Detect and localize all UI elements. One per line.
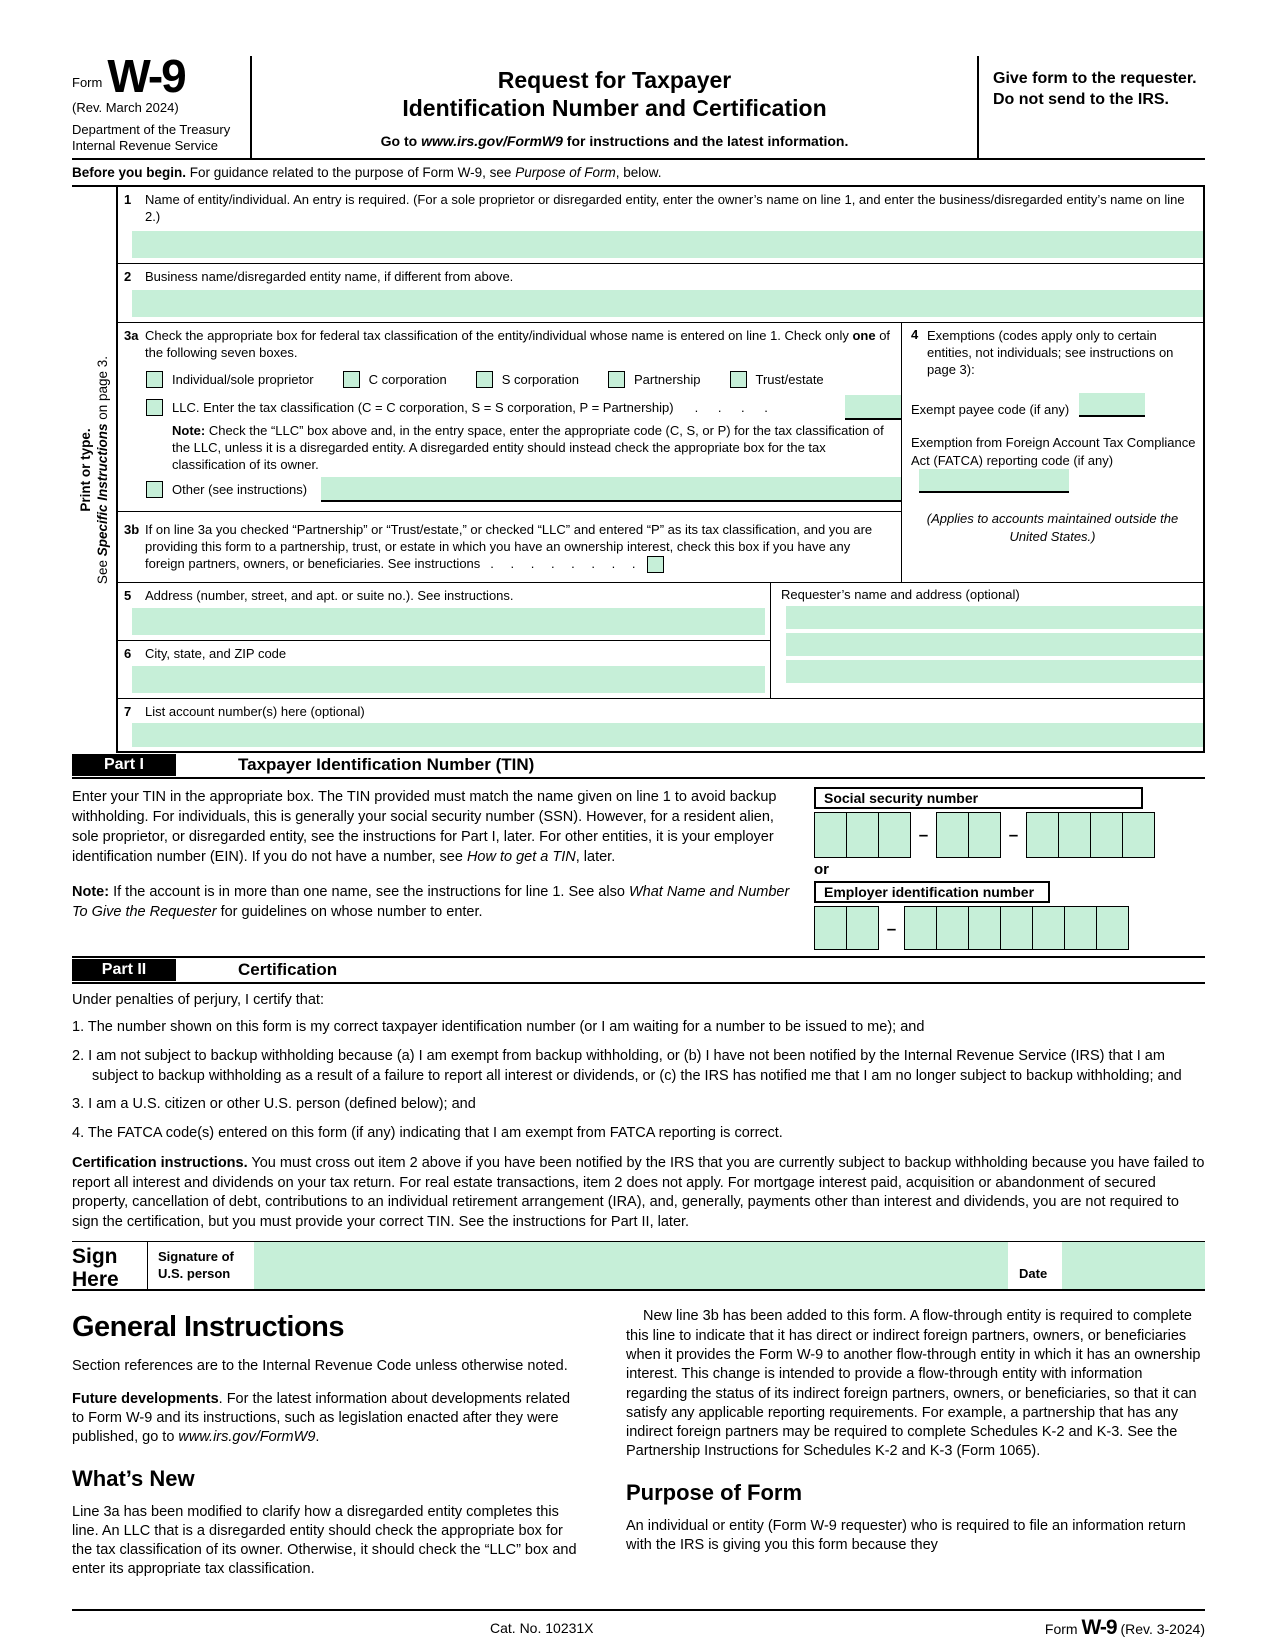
certification-item-4: 4. The FATCA code(s) entered on this form (if any) indicating that I am exempt from FATCA reporting is correct. [72, 1124, 783, 1141]
form-header [72, 50, 1205, 160]
ssn-boxes [814, 812, 1205, 858]
before-you-begin-note: Before you begin. For guidance related to the purpose of Form W-9, see Purpose of Form, below. [72, 160, 1205, 187]
line3b-section [118, 512, 901, 582]
ssn-box-7[interactable] [1058, 812, 1091, 858]
input-line2-business-name[interactable] [132, 290, 1203, 317]
part2-tag: Part II [72, 959, 176, 981]
form-w9-url-link[interactable]: www.irs.gov/FormW9 [178, 1429, 316, 1446]
line3b-label: If on line 3a you checked “Partnership” or “Trust/estate,” or checked “LLC” and entered “P” as its tax classification, and you are providing this form to a partnership, trust, or estate in which you have an ownership interest, check this box if you have any foreign partners, owners, or beneficiaries. See instructions . . . . . . . . [145, 521, 901, 573]
ssn-box-2[interactable] [846, 812, 879, 858]
give-form-notice: Give form to the requester. Do not send to the IRS. [977, 56, 1205, 158]
input-line5-address[interactable] [132, 608, 765, 635]
line2-label: Business name/disregarded entity name, if different from above. [145, 268, 514, 284]
line5-section [118, 583, 770, 641]
ein-box-4[interactable] [936, 906, 969, 950]
instructions-right-column [626, 1303, 1205, 1592]
llc-note: Note: Check the “LLC” box above and, in the entry space, enter the appropriate code (C, S, or P) for the tax classification of the LLC, unless it is a disregarded entity. A disregarded entity should instead check the appropriate box for the tax classification of its owner. [172, 423, 884, 473]
line7-number: 7 [124, 704, 132, 720]
checkbox-llc[interactable] [146, 399, 163, 416]
option-other [146, 477, 901, 502]
input-other-classification[interactable] [321, 477, 901, 502]
line3a-number: 3a [124, 327, 139, 343]
fatca-label: Exemption from Foreign Account Tax Compliance Act (FATCA) reporting code (if any) [911, 435, 1196, 468]
page-footer [72, 1609, 1205, 1649]
see-instructions-label: See Specific Instructions on page 3. [95, 356, 110, 585]
line3a-section [118, 323, 901, 512]
input-requester-line2[interactable] [786, 633, 1203, 656]
input-fatca-code[interactable] [919, 469, 1069, 493]
tin-entry-area [814, 787, 1205, 952]
purpose-of-form-paragraph: An individual or entity (Form W-9 requester) who is required to file an information return with the IRS is giving you this form because they [626, 1517, 1186, 1553]
form-title-line2: Identification Number and Certification [402, 95, 827, 122]
ein-box-2[interactable] [846, 906, 879, 950]
line4-section [901, 323, 1203, 582]
form-fields-box [116, 187, 1205, 753]
ssn-box-9[interactable] [1122, 812, 1155, 858]
line5-label: Address (number, street, and apt. or suite no.). See instructions. [145, 587, 514, 603]
new-line-3b-paragraph: New line 3b has been added to this form. A flow-through entity is required to complete this line to indicate that it has direct or indirect foreign partners, owners, or beneficiaries when it provides the Form W-9 to another flow-through entity in which it has an ownership interest. This change is intended to provide a flow-through entity with information regarding the status of its indirect foreign partners, owners, or beneficiaries, so that it can satisfy any applicable reporting requirements. For example, a partnership that has any indirect foreign partners may be required to complete Schedules K-2 and K-3. See the Partnership Instructions for Schedules K-2 and K-3 (Form 1065). [626, 1308, 1201, 1460]
certification-intro: Under penalties of perjury, I certify that: [72, 992, 324, 1009]
ein-box-6[interactable] [1000, 906, 1033, 950]
input-signature[interactable] [254, 1242, 1008, 1289]
footer-form-id: Form W-9 (Rev. 3-2024) [1044, 1615, 1205, 1639]
ein-box-8[interactable] [1064, 906, 1097, 950]
other-label: Other (see instructions) [172, 481, 308, 497]
input-llc-classification[interactable] [845, 395, 901, 420]
print-or-type-label: Print or type. [78, 428, 93, 512]
line4-number: 4 [911, 326, 919, 342]
signature-of-label: Signature of U.S. person [158, 1249, 234, 1281]
llc-label: LLC. Enter the tax classification (C = C corporation, S = S corporation, P = Partnership) [172, 400, 674, 416]
form-identity-block [72, 50, 252, 158]
form-title-block [252, 56, 977, 158]
option-trust-estate: Trust/estate [730, 371, 824, 388]
exempt-payee-label: Exempt payee code (if any) [911, 402, 1070, 418]
instructions-left-column [72, 1303, 580, 1592]
part2-title: Certification [238, 960, 338, 980]
requester-label: Requester’s name and address (optional) [781, 586, 1020, 602]
ein-box-1[interactable] [814, 906, 847, 950]
ssn-label: Social security number [814, 787, 1143, 809]
sign-here-label: Sign Here [72, 1242, 148, 1289]
certification-item-3: 3. I am a U.S. citizen or other U.S. person (defined below); and [72, 1096, 476, 1113]
part1-title: Taxpayer Identification Number (TIN) [238, 755, 535, 775]
input-date[interactable] [1062, 1242, 1205, 1289]
agency-name: Internal Revenue Service [72, 138, 218, 154]
dot-leader: . . . . . . . . [490, 555, 636, 571]
option-c-corporation: C corporation [343, 371, 447, 388]
dot-leader: . . . . [694, 400, 768, 416]
ein-boxes [814, 906, 1205, 952]
line1-label: Name of entity/individual. An entry is required. (For a sole proprietor or disregarded entity, enter the owner’s name on line 1, and enter the business/disregarded entity’s name on line 2.) [145, 192, 1185, 225]
requester-section [771, 583, 1203, 698]
line6-section [118, 641, 770, 693]
input-line7-account-numbers[interactable] [132, 723, 1203, 747]
part1-body [72, 779, 1205, 958]
tin-paragraph: Enter your TIN in the appropriate box. The TIN provided must match the name given on line 1 to avoid backup withholding. For individuals, this is generally your social security number (SSN). However, for a resident alien, sole proprietor, or disregarded entity, see the instructions for Part I, later. For other entities, it is your employer identification number (EIN). If you do not have a number, see How to get a TIN, later. [72, 789, 777, 866]
tin-note: Note: If the account is in more than one name, see the instructions for line 1. See also What Name and Number To Give the Requester for guidelines on whose number to enter. [72, 884, 790, 921]
part1-header [72, 753, 1205, 779]
revision-date: (Rev. March 2024) [72, 99, 179, 115]
purpose-of-form-heading: Purpose of Form [626, 1479, 803, 1505]
section-references-paragraph: Section references are to the Internal Revenue Code unless otherwise noted. [72, 1358, 568, 1375]
form-w9-url-link[interactable]: www.irs.gov/FormW9 [421, 133, 563, 150]
line7-label: List account number(s) here (optional) [145, 704, 365, 720]
ssn-box-3[interactable] [878, 812, 911, 858]
form-word: Form [72, 74, 103, 90]
ssn-dash-2: – [1008, 825, 1019, 845]
general-instructions-heading: General Instructions [72, 1311, 345, 1344]
field-row-5-6 [118, 583, 1203, 699]
certification-item-1: 1. The number shown on this form is my correct taxpayer identification number (or I am waiting for a number to be issued to me); and [72, 1019, 925, 1036]
checkbox-s-corporation[interactable] [476, 371, 493, 388]
general-instructions-section [72, 1303, 1205, 1592]
line3a-label: Check the appropriate box for federal tax classification of the entity/individual whose name is entered on line 1. Check only one of the following seven boxes. [145, 327, 891, 360]
or-label: or [814, 861, 829, 879]
input-requester-line1[interactable] [786, 606, 1203, 629]
applies-note: (Applies to accounts maintained outside the United States.) [926, 511, 1179, 544]
line6-label: City, state, and ZIP code [145, 646, 287, 662]
line6-number: 6 [124, 646, 132, 662]
department-name: Department of the Treasury [72, 121, 231, 137]
line2-number: 2 [124, 268, 132, 284]
ein-dash: – [886, 919, 897, 939]
ssn-box-4[interactable] [936, 812, 969, 858]
whats-new-heading: What’s New [72, 1465, 195, 1491]
part2-header [72, 958, 1205, 984]
certification-instructions: Certification instructions. You must cross out item 2 above if you have been notified by the IRS that you are currently subject to backup withholding because you have failed to report all interest and dividends on your tax return. For real estate transactions, item 2 does not apply. For mortgage interest paid, acquisition or abandonment of secured property, cancellation of debt, contributions to an individual retirement arrangement (IRA), and, generally, payments other than interest and dividends, you are not required to sign the certification, but you must provide your correct TIN. See the instructions for Part II, later. [72, 1155, 1205, 1230]
form-fields-area [72, 187, 1205, 753]
date-label: Date [1019, 1266, 1048, 1282]
checkbox-trust-estate[interactable] [730, 371, 747, 388]
input-line6-city-state-zip[interactable] [132, 666, 765, 693]
checkbox-other[interactable] [146, 481, 163, 498]
print-or-type-sidebar [72, 187, 116, 753]
fatca-row [911, 434, 1199, 493]
ssn-box-5[interactable] [968, 812, 1001, 858]
line3b-number: 3b [124, 521, 140, 537]
option-individual: Individual/sole proprietor [146, 371, 314, 388]
goto-instruction: Go to www.irs.gov/FormW9 for instructions and the latest information. [380, 133, 849, 150]
form-title-line1: Request for Taxpayer [497, 67, 732, 93]
form-number: W-9 [107, 50, 185, 102]
option-s-corporation: S corporation [476, 371, 579, 388]
part1-instructions [72, 787, 814, 952]
line1-number: 1 [124, 192, 132, 208]
field-row-1 [118, 187, 1203, 263]
catalog-number: Cat. No. 10231X [490, 1619, 594, 1636]
ein-box-9[interactable] [1096, 906, 1129, 950]
field-row-3 [118, 323, 1203, 583]
part1-tag: Part I [72, 754, 176, 776]
ein-box-3[interactable] [904, 906, 937, 950]
checkbox-partnership[interactable] [608, 371, 625, 388]
line5-number: 5 [124, 587, 132, 603]
checkbox-3b-foreign-partners[interactable] [647, 556, 664, 573]
input-line1-name[interactable] [132, 231, 1203, 258]
option-llc [146, 395, 901, 420]
field-row-2 [118, 264, 1203, 323]
ein-box-7[interactable] [1032, 906, 1065, 950]
exempt-payee-row [911, 393, 1203, 417]
checkbox-c-corporation[interactable] [343, 371, 360, 388]
line4-label: Exemptions (codes apply only to certain entities, not individuals; see instructions on page 3): [927, 327, 1174, 378]
sign-here-row [72, 1241, 1205, 1291]
input-requester-line3[interactable] [786, 660, 1203, 683]
ein-box-5[interactable] [968, 906, 1001, 950]
input-exempt-payee-code[interactable] [1079, 393, 1145, 417]
ssn-box-1[interactable] [814, 812, 847, 858]
whats-new-paragraph: Line 3a has been modified to clarify how a disregarded entity completes this line. An LLC that is a disregarded entity should check the appropriate box for the tax classification of its owner. Otherwise, it should check the “LLC” box and enter its appropriate tax classification. [72, 1503, 577, 1578]
option-partnership: Partnership [608, 371, 700, 388]
checkbox-individual-sole-proprietor[interactable] [146, 371, 163, 388]
certification-item-2: 2. I am not subject to backup withholding because (a) I am exempt from backup withholding, or (b) I have not been notified by the Internal Revenue Service (IRS) that I am subject to backup withholding as a result of a failure to report all interest or dividends, or (c) the IRS has notified me that I am no longer subject to backup withholding; and [72, 1047, 1182, 1084]
ssn-dash-1: – [918, 825, 929, 845]
ein-label: Employer identification number [814, 881, 1050, 903]
field-row-7 [118, 699, 1203, 747]
future-developments-paragraph: Future developments. For the latest information about developments related to Form W-9 and its instructions, such as legislation enacted after they were published, go to www.irs.gov/FormW9. [72, 1390, 571, 1446]
ssn-box-8[interactable] [1090, 812, 1123, 858]
part2-body [72, 992, 1205, 1232]
tax-classification-options [146, 371, 901, 388]
ssn-box-6[interactable] [1026, 812, 1059, 858]
